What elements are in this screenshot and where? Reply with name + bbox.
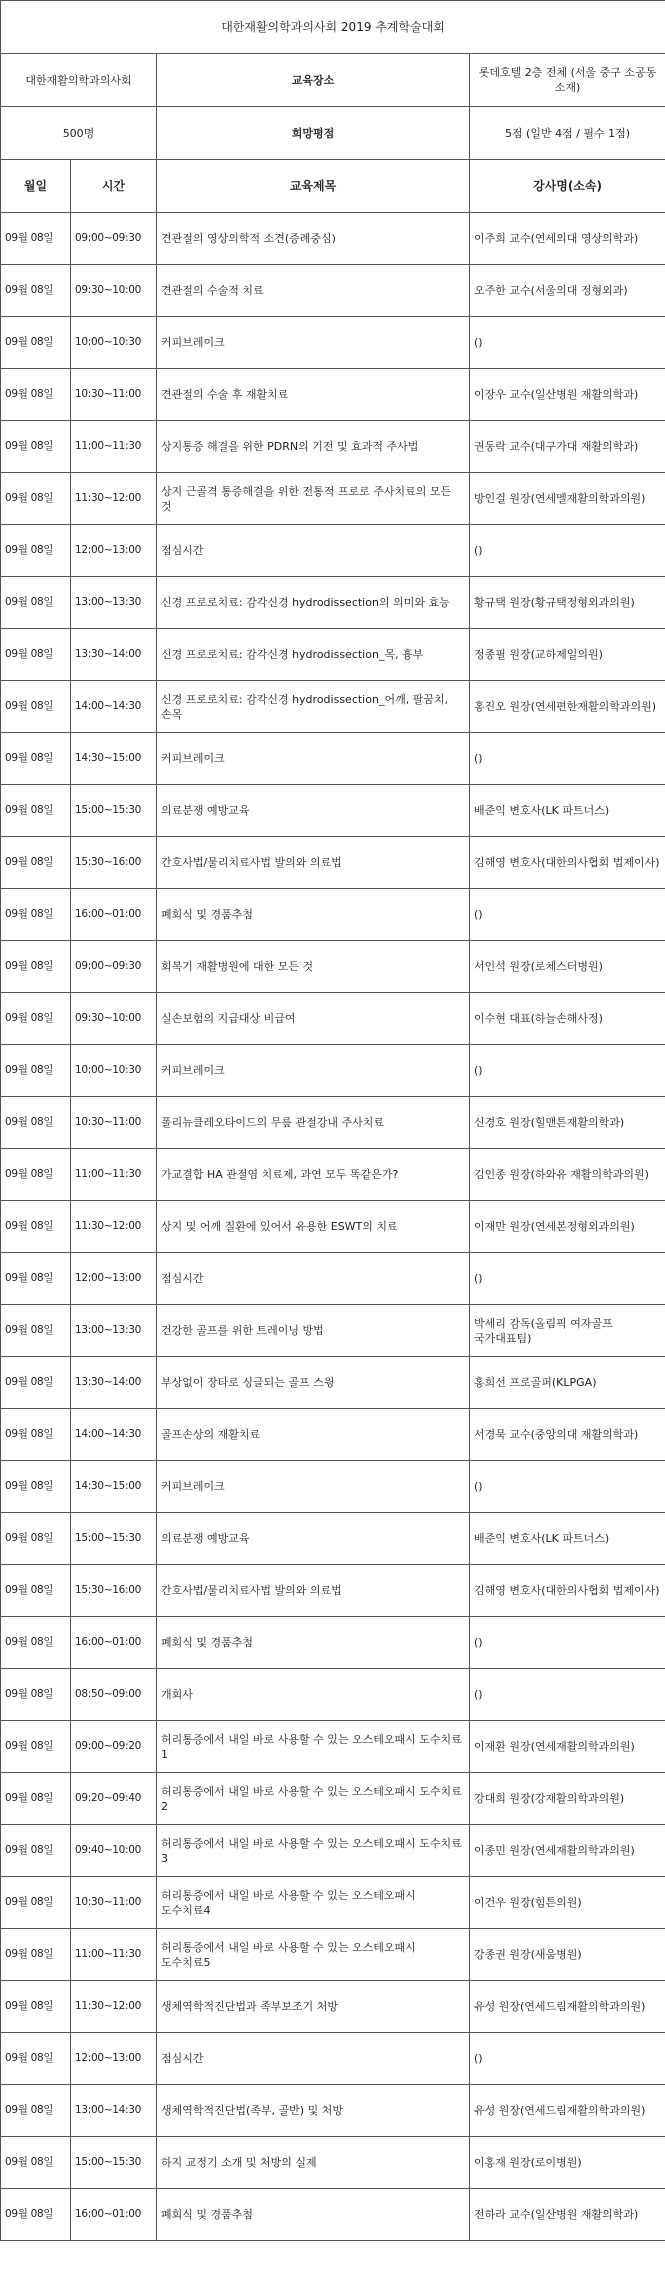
subject-cell: 신경 프로로치료: 감각신경 hydrodissection의 의미와 효능 xyxy=(157,577,470,629)
speaker-cell: 전하라 교수(일산병원 재활의학과) xyxy=(470,2189,665,2241)
time-cell: 14:00~14:30 xyxy=(71,681,157,733)
time-cell: 12:00~13:00 xyxy=(71,525,157,577)
page-title: 대한재활의학과의사회 2019 추계학술대회 xyxy=(1,1,665,54)
subject-cell: 커피브레이크 xyxy=(157,1461,470,1513)
time-cell: 09:00~09:30 xyxy=(71,941,157,993)
time-cell: 14:00~14:30 xyxy=(71,1409,157,1461)
speaker-cell: () xyxy=(470,733,665,785)
points-label: 희망평점 xyxy=(157,107,470,160)
time-cell: 11:00~11:30 xyxy=(71,1929,157,1981)
speaker-cell: 방인걸 원장(연세멜재활의학과의원) xyxy=(470,473,665,525)
time-cell: 11:30~12:00 xyxy=(71,473,157,525)
time-cell: 10:30~11:00 xyxy=(71,1877,157,1929)
time-cell: 09:30~10:00 xyxy=(71,265,157,317)
time-cell: 16:00~01:00 xyxy=(71,1617,157,1669)
speaker-cell: () xyxy=(470,1669,665,1721)
subject-cell: 하지 교정기 소개 및 처방의 실제 xyxy=(157,2137,470,2189)
subject-cell: 개회사 xyxy=(157,1669,470,1721)
speaker-cell: 황규택 원장(황규택정형외과의원) xyxy=(470,577,665,629)
subject-cell: 폴리뉴클레오타이드의 무릎 관절강내 주사치료 xyxy=(157,1097,470,1149)
col-header-date: 월일 xyxy=(1,160,71,213)
time-cell: 15:00~15:30 xyxy=(71,785,157,837)
subject-cell: 허리통증에서 내일 바로 사용할 수 있는 오스테오패시 도수치료 3 xyxy=(157,1825,470,1877)
info-row-venue xyxy=(1,54,665,107)
time-cell: 15:30~16:00 xyxy=(71,1565,157,1617)
speaker-cell: () xyxy=(470,1461,665,1513)
date-cell: 09월 08일 xyxy=(1,1981,71,2033)
table-row xyxy=(1,2085,665,2137)
subject-cell: 의료분쟁 예방교육 xyxy=(157,785,470,837)
date-cell: 09월 08일 xyxy=(1,213,71,265)
table-row xyxy=(1,577,665,629)
time-cell: 09:20~09:40 xyxy=(71,1773,157,1825)
time-cell: 10:00~10:30 xyxy=(71,317,157,369)
speaker-cell: () xyxy=(470,1617,665,1669)
speaker-cell: 김해영 변호사(대한의사협회 법제이사) xyxy=(470,837,665,889)
table-row xyxy=(1,1097,665,1149)
date-cell: 09월 08일 xyxy=(1,837,71,889)
speaker-cell: () xyxy=(470,317,665,369)
speaker-cell: 유성 원장(연세드림재활의학과의원) xyxy=(470,1981,665,2033)
date-cell: 09월 08일 xyxy=(1,525,71,577)
table-row xyxy=(1,473,665,525)
subject-cell: 점심시간 xyxy=(157,525,470,577)
time-cell: 13:30~14:00 xyxy=(71,629,157,681)
date-cell: 09월 08일 xyxy=(1,681,71,733)
date-cell: 09월 08일 xyxy=(1,1201,71,1253)
table-row xyxy=(1,1305,665,1357)
venue-value: 롯데호텔 2층 전체 (서울 중구 소공동 소재) xyxy=(470,54,665,107)
table-row xyxy=(1,1461,665,1513)
subject-cell: 커피브레이크 xyxy=(157,317,470,369)
subject-cell: 커피브레이크 xyxy=(157,733,470,785)
speaker-cell: 이종민 원장(연세재활의학과의원) xyxy=(470,1825,665,1877)
subject-cell: 점심시간 xyxy=(157,2033,470,2085)
date-cell: 09월 08일 xyxy=(1,1461,71,1513)
subject-cell: 부상없이 장타로 싱글되는 골프 스윙 xyxy=(157,1357,470,1409)
subject-cell: 간호사법/물리치료사법 발의와 의료법 xyxy=(157,1565,470,1617)
speaker-cell: 강대희 원장(강재활의학과의원) xyxy=(470,1773,665,1825)
time-cell: 12:00~13:00 xyxy=(71,1253,157,1305)
speaker-cell: 유성 원장(연세드림재활의학과의원) xyxy=(470,2085,665,2137)
subject-cell: 상지 및 어깨 질환에 있어서 유용한 ESWT의 치료 xyxy=(157,1201,470,1253)
title-row xyxy=(1,1,665,54)
table-row xyxy=(1,2189,665,2241)
venue-label: 교육장소 xyxy=(157,54,470,107)
speaker-cell: 배준익 변호사(LK 파트너스) xyxy=(470,1513,665,1565)
table-row xyxy=(1,629,665,681)
time-cell: 11:00~11:30 xyxy=(71,1149,157,1201)
table-row xyxy=(1,265,665,317)
speaker-cell: 홍진오 원장(연세편한재활의학과의원) xyxy=(470,681,665,733)
subject-cell: 신경 프로로치료: 감각신경 hydrodissection_목, 흉부 xyxy=(157,629,470,681)
date-cell: 09월 08일 xyxy=(1,317,71,369)
date-cell: 09월 08일 xyxy=(1,1929,71,1981)
subject-cell: 회복기 재활병원에 대한 모든 것 xyxy=(157,941,470,993)
date-cell: 09월 08일 xyxy=(1,733,71,785)
speaker-cell: 권동락 교수(대구가대 재활의학과) xyxy=(470,421,665,473)
table-row xyxy=(1,1981,665,2033)
speaker-cell: 박세리 감독(올림픽 여자골프 국가대표팀) xyxy=(470,1305,665,1357)
speaker-cell: 이건우 원장(힘튼의원) xyxy=(470,1877,665,1929)
time-cell: 11:00~11:30 xyxy=(71,421,157,473)
col-header-time: 시간 xyxy=(71,160,157,213)
date-cell: 09월 08일 xyxy=(1,993,71,1045)
time-cell: 13:00~13:30 xyxy=(71,1305,157,1357)
table-row xyxy=(1,993,665,1045)
time-cell: 13:00~14:30 xyxy=(71,2085,157,2137)
table-row xyxy=(1,1513,665,1565)
date-cell: 09월 08일 xyxy=(1,941,71,993)
subject-cell: 커피브레이크 xyxy=(157,1045,470,1097)
time-cell: 09:40~10:00 xyxy=(71,1825,157,1877)
date-cell: 09월 08일 xyxy=(1,369,71,421)
time-cell: 08:50~09:00 xyxy=(71,1669,157,1721)
table-row xyxy=(1,1201,665,1253)
date-cell: 09월 08일 xyxy=(1,1513,71,1565)
time-cell: 16:00~01:00 xyxy=(71,889,157,941)
time-cell: 10:30~11:00 xyxy=(71,369,157,421)
date-cell: 09월 08일 xyxy=(1,1305,71,1357)
date-cell: 09월 08일 xyxy=(1,1877,71,1929)
table-row xyxy=(1,837,665,889)
time-cell: 09:00~09:30 xyxy=(71,213,157,265)
subject-cell: 신경 프로로치료: 감각신경 hydrodissection_어깨, 팔꿈치, 손목 xyxy=(157,681,470,733)
subject-cell: 폐회식 및 경품추첨 xyxy=(157,889,470,941)
time-cell: 15:30~16:00 xyxy=(71,837,157,889)
date-cell: 09월 08일 xyxy=(1,1669,71,1721)
subject-cell: 상지 근골격 통증해결을 위한 전통적 프로로 주사치료의 모든 것 xyxy=(157,473,470,525)
table-row xyxy=(1,681,665,733)
date-cell: 09월 08일 xyxy=(1,577,71,629)
table-row xyxy=(1,1409,665,1461)
table-row xyxy=(1,1617,665,1669)
date-cell: 09월 08일 xyxy=(1,1409,71,1461)
time-cell: 10:30~11:00 xyxy=(71,1097,157,1149)
time-cell: 13:30~14:00 xyxy=(71,1357,157,1409)
table-row xyxy=(1,941,665,993)
table-row xyxy=(1,1253,665,1305)
table-row xyxy=(1,1721,665,1773)
speaker-cell: 서인석 원장(로체스터병원) xyxy=(470,941,665,993)
speaker-cell: 서경묵 교수(중앙의대 재활의학과) xyxy=(470,1409,665,1461)
table-row xyxy=(1,1669,665,1721)
time-cell: 15:00~15:30 xyxy=(71,2137,157,2189)
table-row xyxy=(1,317,665,369)
date-cell: 09월 08일 xyxy=(1,1045,71,1097)
header-row xyxy=(1,160,665,213)
subject-cell: 폐회식 및 경품추첨 xyxy=(157,2189,470,2241)
subject-cell: 골프손상의 재활치료 xyxy=(157,1409,470,1461)
date-cell: 09월 08일 xyxy=(1,629,71,681)
subject-cell: 허리통증에서 내일 바로 사용할 수 있는 오스테오패시 도수치료4 xyxy=(157,1877,470,1929)
speaker-cell: 배준익 변호사(LK 파트너스) xyxy=(470,785,665,837)
table-row xyxy=(1,1045,665,1097)
date-cell: 09월 08일 xyxy=(1,473,71,525)
date-cell: 09월 08일 xyxy=(1,1773,71,1825)
date-cell: 09월 08일 xyxy=(1,1825,71,1877)
speaker-cell: () xyxy=(470,2033,665,2085)
time-cell: 09:00~09:20 xyxy=(71,1721,157,1773)
date-cell: 09월 08일 xyxy=(1,2085,71,2137)
date-cell: 09월 08일 xyxy=(1,1253,71,1305)
table-row xyxy=(1,733,665,785)
subject-cell: 견관절의 수술적 치료 xyxy=(157,265,470,317)
date-cell: 09월 08일 xyxy=(1,1617,71,1669)
date-cell: 09월 08일 xyxy=(1,2189,71,2241)
capacity-cell: 500명 xyxy=(1,107,157,160)
speaker-cell: 이재환 원장(연세재활의학과의원) xyxy=(470,1721,665,1773)
subject-cell: 견관절의 수술 후 재활치료 xyxy=(157,369,470,421)
table-row xyxy=(1,2137,665,2189)
subject-cell: 생체역학적진단법과 족부보조기 처방 xyxy=(157,1981,470,2033)
table-row xyxy=(1,525,665,577)
speaker-cell: 강종권 원장(새움병원) xyxy=(470,1929,665,1981)
subject-cell: 건강한 골프를 위한 트레이닝 방법 xyxy=(157,1305,470,1357)
speaker-cell: 이재만 원장(연세본정형외과의원) xyxy=(470,1201,665,1253)
time-cell: 09:30~10:00 xyxy=(71,993,157,1045)
speaker-cell: 이수현 대표(하늘손해사정) xyxy=(470,993,665,1045)
subject-cell: 허리통증에서 내일 바로 사용할 수 있는 오스테오패시 도수치료 2 xyxy=(157,1773,470,1825)
table-row xyxy=(1,421,665,473)
speaker-cell: 김해영 변호사(대한의사협회 법제이사) xyxy=(470,1565,665,1617)
date-cell: 09월 08일 xyxy=(1,889,71,941)
table-row xyxy=(1,213,665,265)
speaker-cell: () xyxy=(470,1045,665,1097)
subject-cell: 생체역학적진단법(족부, 골반) 및 처방 xyxy=(157,2085,470,2137)
speaker-cell: () xyxy=(470,1253,665,1305)
time-cell: 11:30~12:00 xyxy=(71,1981,157,2033)
date-cell: 09월 08일 xyxy=(1,1357,71,1409)
table-row xyxy=(1,889,665,941)
date-cell: 09월 08일 xyxy=(1,2033,71,2085)
points-value: 5점 (일반 4점 / 필수 1점) xyxy=(470,107,665,160)
table-row xyxy=(1,1149,665,1201)
table-row xyxy=(1,1565,665,1617)
subject-cell: 점심시간 xyxy=(157,1253,470,1305)
subject-cell: 폐회식 및 경품추첨 xyxy=(157,1617,470,1669)
time-cell: 12:00~13:00 xyxy=(71,2033,157,2085)
time-cell: 13:00~13:30 xyxy=(71,577,157,629)
subject-cell: 의료분쟁 예방교육 xyxy=(157,1513,470,1565)
organizer-cell: 대한재활의학과의사회 xyxy=(1,54,157,107)
date-cell: 09월 08일 xyxy=(1,1721,71,1773)
info-row-points xyxy=(1,107,665,160)
date-cell: 09월 08일 xyxy=(1,785,71,837)
date-cell: 09월 08일 xyxy=(1,421,71,473)
speaker-cell: 홍희선 프로골퍼(KLPGA) xyxy=(470,1357,665,1409)
table-row xyxy=(1,1357,665,1409)
date-cell: 09월 08일 xyxy=(1,1149,71,1201)
speaker-cell: () xyxy=(470,525,665,577)
table-row xyxy=(1,1825,665,1877)
subject-cell: 실손보험의 지급대상 비급여 xyxy=(157,993,470,1045)
speaker-cell: 정종필 원장(교하제일의원) xyxy=(470,629,665,681)
time-cell: 10:00~10:30 xyxy=(71,1045,157,1097)
table-row xyxy=(1,2033,665,2085)
col-header-speaker: 강사명(소속) xyxy=(470,160,665,213)
speaker-cell: 오주한 교수(서울의대 정형외과) xyxy=(470,265,665,317)
speaker-cell: 김인종 원장(하와유 재활의학과의원) xyxy=(470,1149,665,1201)
table-row xyxy=(1,1929,665,1981)
subject-cell: 상지통증 해결을 위한 PDRN의 기전 및 효과적 주사법 xyxy=(157,421,470,473)
table-row xyxy=(1,1877,665,1929)
date-cell: 09월 08일 xyxy=(1,2137,71,2189)
speaker-cell: () xyxy=(470,889,665,941)
subject-cell: 가교결합 HA 관절염 치료제, 과연 모두 똑같은가? xyxy=(157,1149,470,1201)
time-cell: 15:00~15:30 xyxy=(71,1513,157,1565)
table-row xyxy=(1,1773,665,1825)
time-cell: 14:30~15:00 xyxy=(71,1461,157,1513)
subject-cell: 간호사법/물리치료사법 발의와 의료법 xyxy=(157,837,470,889)
speaker-cell: 신경호 원장(힐맨튼재활의학과) xyxy=(470,1097,665,1149)
table-row xyxy=(1,785,665,837)
speaker-cell: 이주희 교수(연세의대 영상의학과) xyxy=(470,213,665,265)
time-cell: 16:00~01:00 xyxy=(71,2189,157,2241)
speaker-cell: 이홍재 원장(로이병원) xyxy=(470,2137,665,2189)
subject-cell: 견관절의 영상의학적 소견(증례중심) xyxy=(157,213,470,265)
col-header-subject: 교육제목 xyxy=(157,160,470,213)
date-cell: 09월 08일 xyxy=(1,1565,71,1617)
time-cell: 14:30~15:00 xyxy=(71,733,157,785)
speaker-cell: 이장우 교수(일산병원 재활의학과) xyxy=(470,369,665,421)
date-cell: 09월 08일 xyxy=(1,265,71,317)
subject-cell: 허리통증에서 내일 바로 사용할 수 있는 오스테오패시 도수치료5 xyxy=(157,1929,470,1981)
table-row xyxy=(1,369,665,421)
time-cell: 11:30~12:00 xyxy=(71,1201,157,1253)
subject-cell: 허리통증에서 내일 바로 사용할 수 있는 오스테오패시 도수치료 1 xyxy=(157,1721,470,1773)
date-cell: 09월 08일 xyxy=(1,1097,71,1149)
